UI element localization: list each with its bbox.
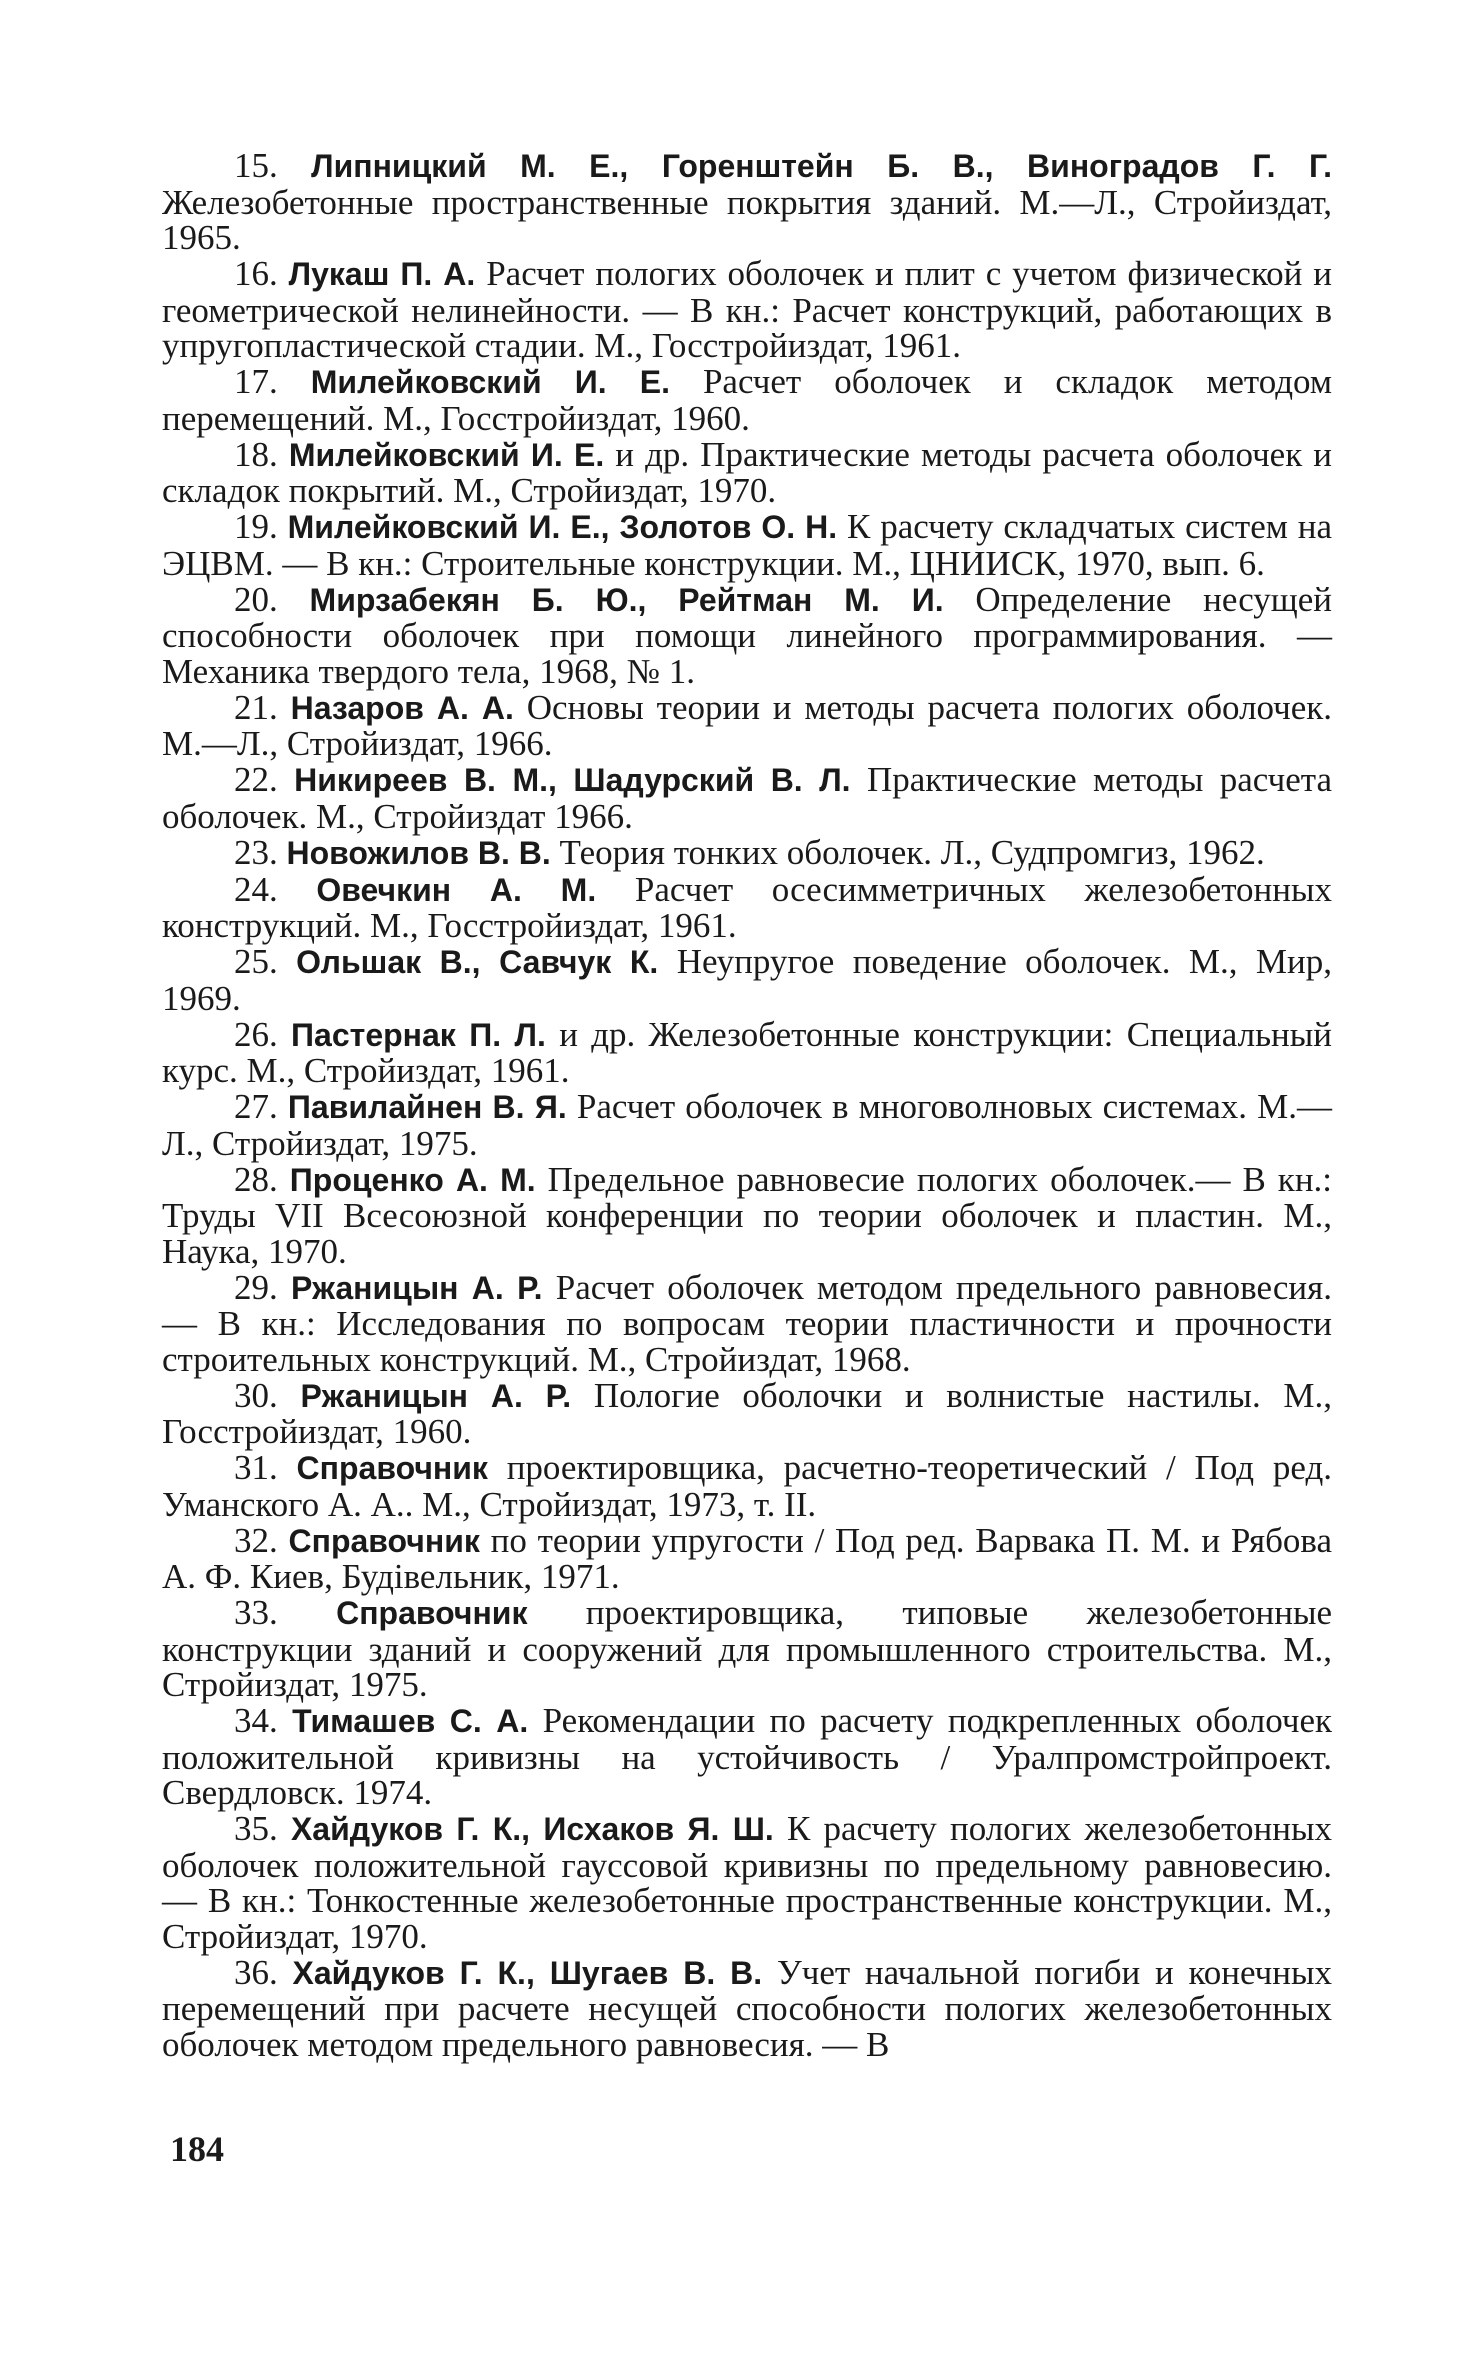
reference-text: Пологие оболочки и волнистые настилы. М., Госстройиздат, 1960. [162, 1375, 1333, 1451]
page-number: 184 [170, 2129, 224, 2169]
reference-authors: Пастернак П. Л. [291, 1016, 546, 1053]
reference-number: 32. [234, 1520, 278, 1560]
reference-text: Расчет оболочек в многоволновых системах. М.—Л., Стройиздат, 1975. [162, 1087, 1333, 1163]
reference-entry [162, 1450, 1332, 1522]
reference-number: 29. [234, 1267, 278, 1307]
reference-number: 35. [234, 1809, 278, 1848]
reference-authors: Справочник [336, 1595, 528, 1631]
reference-entry [162, 148, 1332, 256]
reference-entry [162, 687, 1333, 763]
reference-text: К расчету пологих железобетонных оболочек положительной гауссовой кривизны по предельному равновесию. — В кн.: Тонкостенные железобетонные пространственные конструкции. М., Стройиздат, 1970. [162, 1809, 1332, 1956]
reference-text: К расчету складчатых систем на ЭЦВМ. — В кн.: Строительные конструкции. М., ЦНИИСК, 1970, вып. 6. [162, 507, 1333, 583]
reference-text: Определение несущей способности оболочек при помощи линейного программирования. — Механика твердого тела, 1968, № 1. [162, 579, 1333, 691]
reference-number: 22. [234, 760, 278, 799]
reference-authors: Тимашев С. А. [292, 1703, 529, 1739]
reference-authors: Новожилов В. В. [286, 834, 551, 871]
reference-text: Практические методы расчета оболочек. М., Стройиздат 1966. [162, 760, 1333, 836]
reference-authors: Милейковский И. Е. [288, 436, 605, 473]
reference-text: Учет начальной погиби и конечных перемещений при расчете несущей способности пологих железобетонных оболочек методом предельного равновесия. — В [162, 1952, 1333, 2064]
reference-number: 27. [234, 1087, 278, 1126]
reference-text: Расчет оболочек методом предельного равновесия. — В кн.: Исследования по вопросам теории пластичности и прочности строительных конструкций. М., Стройиздат, 1968. [162, 1267, 1333, 1379]
reference-authors: Ржаницын А. Р. [290, 1269, 543, 1306]
reference-number: 17. [234, 362, 278, 401]
reference-list [162, 148, 1332, 2062]
reference-entry [162, 1159, 1333, 1271]
reference-entry [162, 1267, 1333, 1379]
reference-text: Неупругое поведение оболочек. М., Мир, 1969. [162, 942, 1333, 1018]
reference-entry [162, 364, 1332, 436]
reference-text: Расчет оболочек и складок методом перемещений. М., Госстройиздат, 1960. [162, 362, 1333, 438]
reference-number: 28. [234, 1159, 278, 1199]
reference-text: Предельное равновесие пологих оболочек.— В кн.: Труды VII Всесоюзной конференции по теории оболочек и пластин. М., Наука, 1970. [162, 1159, 1333, 1271]
reference-entry [162, 1375, 1333, 1451]
reference-number: 34. [234, 1701, 278, 1740]
reference-entry [162, 869, 1333, 945]
reference-number: 16. [234, 254, 278, 293]
reference-text: Основы теории и методы расчета пологих оболочек. М.—Л., Стройиздат, 1966. [162, 687, 1333, 763]
reference-number: 20. [234, 579, 278, 619]
reference-authors: Хайдуков Г. К., Шугаев В. В. [292, 1954, 763, 1991]
reference-text: и др. Практические методы расчета оболочек и складок покрытий. М., Стройиздат, 1970. [162, 434, 1333, 510]
reference-authors: Лукаш П. А. [288, 256, 476, 292]
reference-entry [162, 1089, 1332, 1161]
reference-number: 18. [234, 434, 278, 474]
reference-text: проектировщика, расчетно-теоретический / Под ред. Уманского А. А.. М., Стройиздат, 1973, т. II. [162, 1448, 1333, 1524]
reference-text: Теория тонких оболочек. Л., Судпромгиз, 1962. [559, 832, 1265, 872]
reference-number: 26. [234, 1014, 278, 1054]
reference-text: Рекомендации по расчету подкрепленных оболочек положительной кривизны на устойчивость / Уралпромстройпроект. Свердловск. 1974. [162, 1701, 1333, 1812]
reference-authors: Справочник [296, 1450, 488, 1486]
reference-authors: Милейковский И. Е., Золотов О. Н. [287, 509, 838, 545]
reference-entry [162, 1520, 1333, 1596]
reference-entry [162, 944, 1332, 1016]
reference-number: 36. [234, 1952, 278, 1992]
reference-number: 19. [234, 507, 278, 546]
reference-authors: Овечкин А. М. [316, 871, 597, 908]
reference-number: 30. [234, 1375, 278, 1415]
reference-entry [162, 1595, 1332, 1703]
reference-text: и др. Железобетонные конструкции: Специальный курс. М., Стройиздат, 1961. [162, 1014, 1333, 1090]
reference-number: 23. [234, 832, 278, 872]
reference-authors: Проценко А. М. [289, 1161, 536, 1198]
reference-entry [162, 1703, 1332, 1811]
reference-number: 33. [234, 1593, 278, 1632]
reference-number: 31. [234, 1448, 278, 1487]
reference-authors: Никиреев В. М., Шадурский В. Л. [294, 762, 851, 798]
reference-number: 24. [234, 869, 278, 909]
reference-entry [162, 762, 1332, 834]
reference-text: проектировщика, типовые железобетонные конструкции зданий и сооружений для промышленного строительства. М., Стройиздат, 1975. [162, 1593, 1333, 1704]
reference-text: Расчет пологих оболочек и плит с учетом физической и геометрической нелинейности. — В кн.: Расчет конструкций, работающих в упругопластической стадии. М., Госстройиздат, 1961. [162, 254, 1333, 365]
reference-number: 21. [234, 687, 278, 727]
reference-entry [162, 434, 1333, 510]
reference-authors: Мирзабекян Б. Ю., Рейтман М. И. [309, 581, 944, 618]
reference-number: 15. [234, 146, 278, 185]
reference-authors: Хайдуков Г. К., Исхаков Я. Ш. [290, 1811, 774, 1847]
reference-entry [162, 1952, 1333, 2064]
reference-entry [162, 509, 1332, 581]
reference-authors: Павилайнен В. Я. [287, 1089, 567, 1125]
reference-entry [162, 1014, 1333, 1090]
reference-entry [162, 579, 1333, 691]
reference-text: по теории упругости / Под ред. Варвака П. М. и Рябова А. Ф. Киев, Будівельник, 1971. [162, 1520, 1333, 1596]
reference-authors: Липницкий М. Е., Горенштейн Б. В., Виноградов Г. Г. [311, 148, 1333, 184]
reference-entry [162, 1811, 1332, 1954]
reference-authors: Справочник [288, 1522, 480, 1559]
reference-entry [162, 832, 1332, 872]
reference-authors: Ольшак В., Савчук К. [296, 944, 659, 980]
reference-text: Расчет осесимметричных железобетонных конструкций. М., Госстройиздат, 1961. [162, 869, 1333, 945]
reference-authors: Назаров А. А. [290, 689, 514, 726]
reference-entry [162, 256, 1332, 364]
reference-number: 25. [234, 942, 278, 981]
reference-authors: Ржаницын А. Р. [300, 1377, 572, 1414]
bibliography-page [162, 148, 1332, 2063]
reference-text: Железобетонные пространственные покрытия зданий. М.—Л., Стройиздат, 1965. [162, 182, 1332, 257]
reference-authors: Милейковский И. Е. [310, 364, 670, 400]
